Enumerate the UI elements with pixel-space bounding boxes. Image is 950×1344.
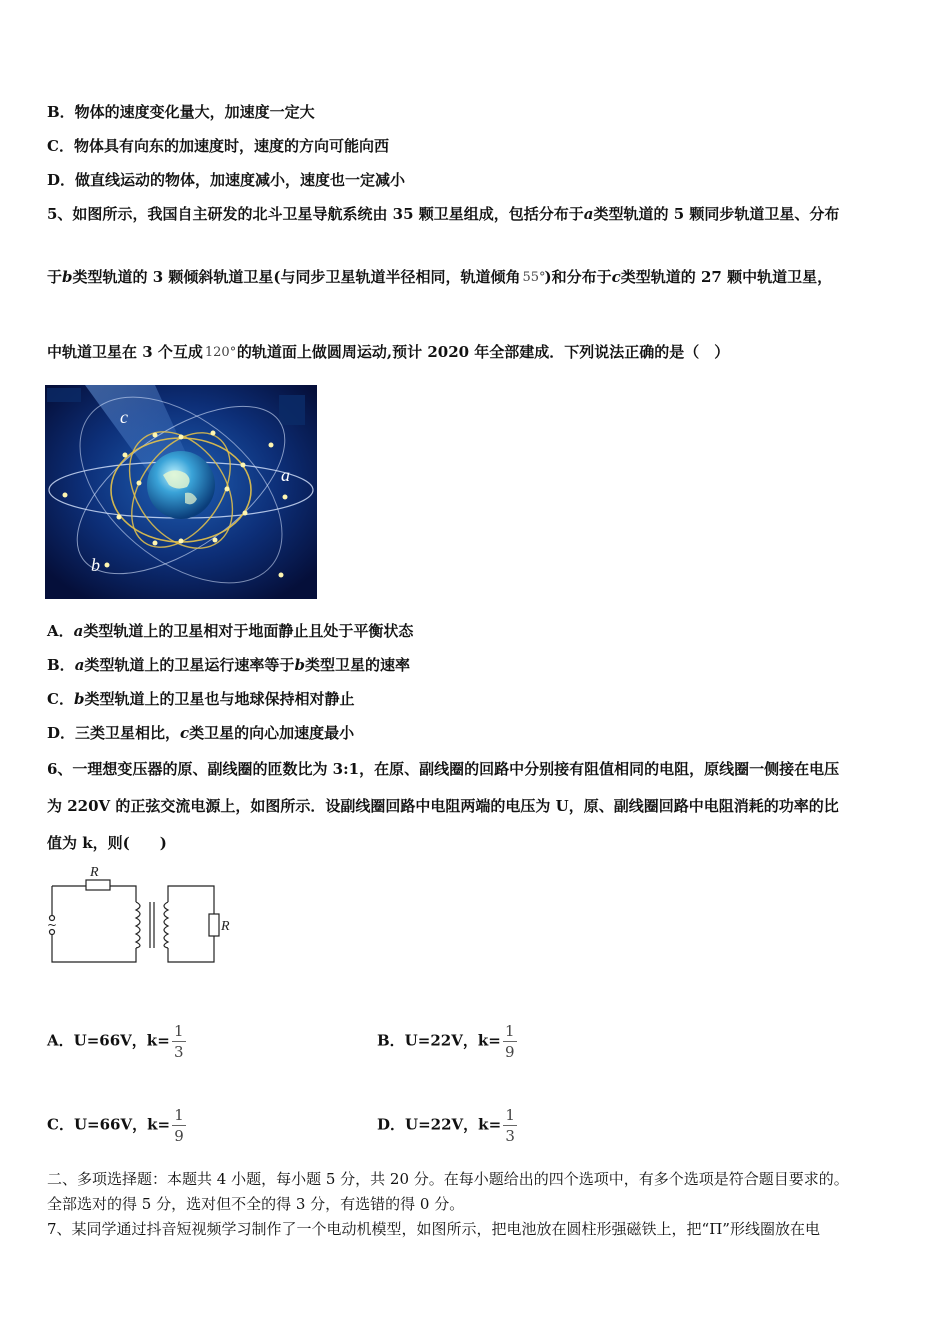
- option-prefix: A．: [47, 622, 74, 640]
- q5-text: 类型轨道的 3 颗倾斜轨道卫星(与同步卫星轨道半径相同，轨道倾角: [72, 268, 521, 286]
- q5-text: 类型轨道的 5 颗同步轨道卫星、分布: [593, 205, 840, 223]
- option-text: D．U=22V，k=: [377, 1115, 502, 1134]
- fraction-denominator: 3: [173, 1043, 184, 1061]
- q4-option-c: C．物体具有向东的加速度时，速度的方向可能向西: [47, 137, 389, 155]
- q5-var-b: b: [73, 690, 85, 708]
- transformer-circuit-figure: [42, 862, 238, 970]
- fraction: [172, 1106, 186, 1145]
- option-text: A．U=66V，k=: [47, 1031, 170, 1050]
- fraction: [503, 1106, 517, 1145]
- option-text: B．U=22V，k=: [377, 1031, 501, 1050]
- q5-var-a: a: [583, 205, 594, 223]
- q6-option-a: [47, 1022, 186, 1061]
- q5-var-a: a: [74, 656, 85, 674]
- fraction-numerator: 1: [505, 1106, 515, 1124]
- angle-55: 55°: [522, 270, 546, 285]
- q5-stem-line2: [47, 267, 832, 287]
- q5-var-c: c: [180, 724, 190, 742]
- fraction-numerator: 1: [505, 1022, 515, 1040]
- q6-stem-line2: 为 220V 的正弦交流电源上，如图所示．设副线圈回路中电阻两端的电压为 U，原、副线圈回路中电阻消耗的功率的比: [47, 797, 839, 815]
- fraction: [172, 1022, 186, 1061]
- resistor-label-primary: R: [90, 865, 99, 880]
- option-text: 类型卫星的速率: [304, 656, 410, 674]
- q5-text: 类型轨道的 27 颗中轨道卫星，: [620, 268, 833, 286]
- angle-120: 120°: [204, 345, 237, 360]
- option-text: 类型轨道上的卫星相对于地面静止且处于平衡状态: [83, 622, 414, 640]
- resistor-label-secondary: R: [221, 919, 230, 934]
- q5-option-d: [47, 723, 354, 743]
- fraction-denominator: 3: [505, 1127, 515, 1145]
- section2-heading: 二、多项选择题：本题共 4 小题，每小题 5 分，共 20 分。在每小题给出的四个选项中，有多个选项是符合题目要求的。: [47, 1170, 849, 1188]
- circuit-diagram: [42, 862, 238, 970]
- q5-var-a: a: [73, 622, 84, 640]
- q6-option-c: [47, 1106, 186, 1145]
- orbit-label-c: c: [120, 407, 128, 427]
- q4-option-d: D．做直线运动的物体，加速度减小，速度也一定减小: [47, 171, 406, 189]
- fraction-denominator: 9: [174, 1127, 184, 1145]
- q5-text: )和分布于: [544, 268, 612, 286]
- q7-stem-line1: 7、某同学通过抖音短视频学习制作了一个电动机模型，如图所示，把电池放在圆柱形强磁铁上，把“Π”形线圈放在电: [47, 1220, 820, 1238]
- q6-option-b: [377, 1022, 517, 1061]
- fraction-bar: [503, 1125, 517, 1126]
- q6-stem-line3: 值为 k，则( ): [47, 834, 167, 852]
- q5-var-b: b: [62, 268, 73, 286]
- q5-stem-line3: [47, 342, 729, 362]
- q5-text: 5、如图所示，我国自主研发的北斗卫星导航系统由 35 颗卫星组成，包括分布于: [47, 205, 584, 223]
- satellite-orbits-image: [45, 385, 317, 599]
- fraction-denominator: 9: [505, 1043, 515, 1061]
- q5-var-b: b: [294, 656, 305, 674]
- q5-option-b: [47, 655, 410, 675]
- option-text: 类型轨道上的卫星也与地球保持相对静止: [84, 690, 355, 708]
- option-prefix: B．: [47, 656, 75, 674]
- q5-text: 中轨道卫星在 3 个互成: [47, 343, 203, 361]
- option-prefix: C．: [47, 690, 74, 708]
- q4-option-b: B．物体的速度变化量大，加速度一定大: [47, 103, 315, 121]
- beidou-satellite-figure: [45, 385, 317, 599]
- option-text: C．U=66V，k=: [47, 1115, 171, 1134]
- q6-stem-line1: 6、一理想变压器的原、副线圈的匝数比为 3:1，在原、副线圈的回路中分别接有阻值相同的电阻，原线圈一侧接在电压: [47, 760, 840, 778]
- orbit-label-b: b: [91, 555, 100, 575]
- q5-stem-line1: [47, 204, 839, 224]
- q6-option-d: [377, 1106, 517, 1145]
- fraction-numerator: 1: [173, 1022, 184, 1040]
- q5-text: 的轨道面上做圆周运动,预计 2020 年全部建成．下列说法正确的是（ ）: [236, 343, 730, 361]
- fraction-bar: [503, 1041, 517, 1042]
- option-text: 类型轨道上的卫星运行速率等于: [84, 656, 295, 674]
- fraction-bar: [172, 1125, 186, 1126]
- orbit-label-a: a: [281, 465, 290, 485]
- q5-option-a: [47, 621, 413, 641]
- q5-option-c: [47, 689, 354, 709]
- option-text: 类卫星的向心加速度最小: [189, 724, 355, 742]
- q5-var-c: c: [611, 268, 621, 286]
- option-prefix: D．三类卫星相比，: [47, 724, 181, 742]
- ac-source-icon: ~: [47, 918, 58, 932]
- section2-instructions: 全部选对的得 5 分，选对但不全的得 3 分，有选错的得 0 分。: [47, 1195, 465, 1213]
- fraction-numerator: 1: [174, 1106, 184, 1124]
- fraction: [503, 1022, 517, 1061]
- q5-text: 于: [47, 268, 63, 286]
- fraction-bar: [172, 1041, 186, 1042]
